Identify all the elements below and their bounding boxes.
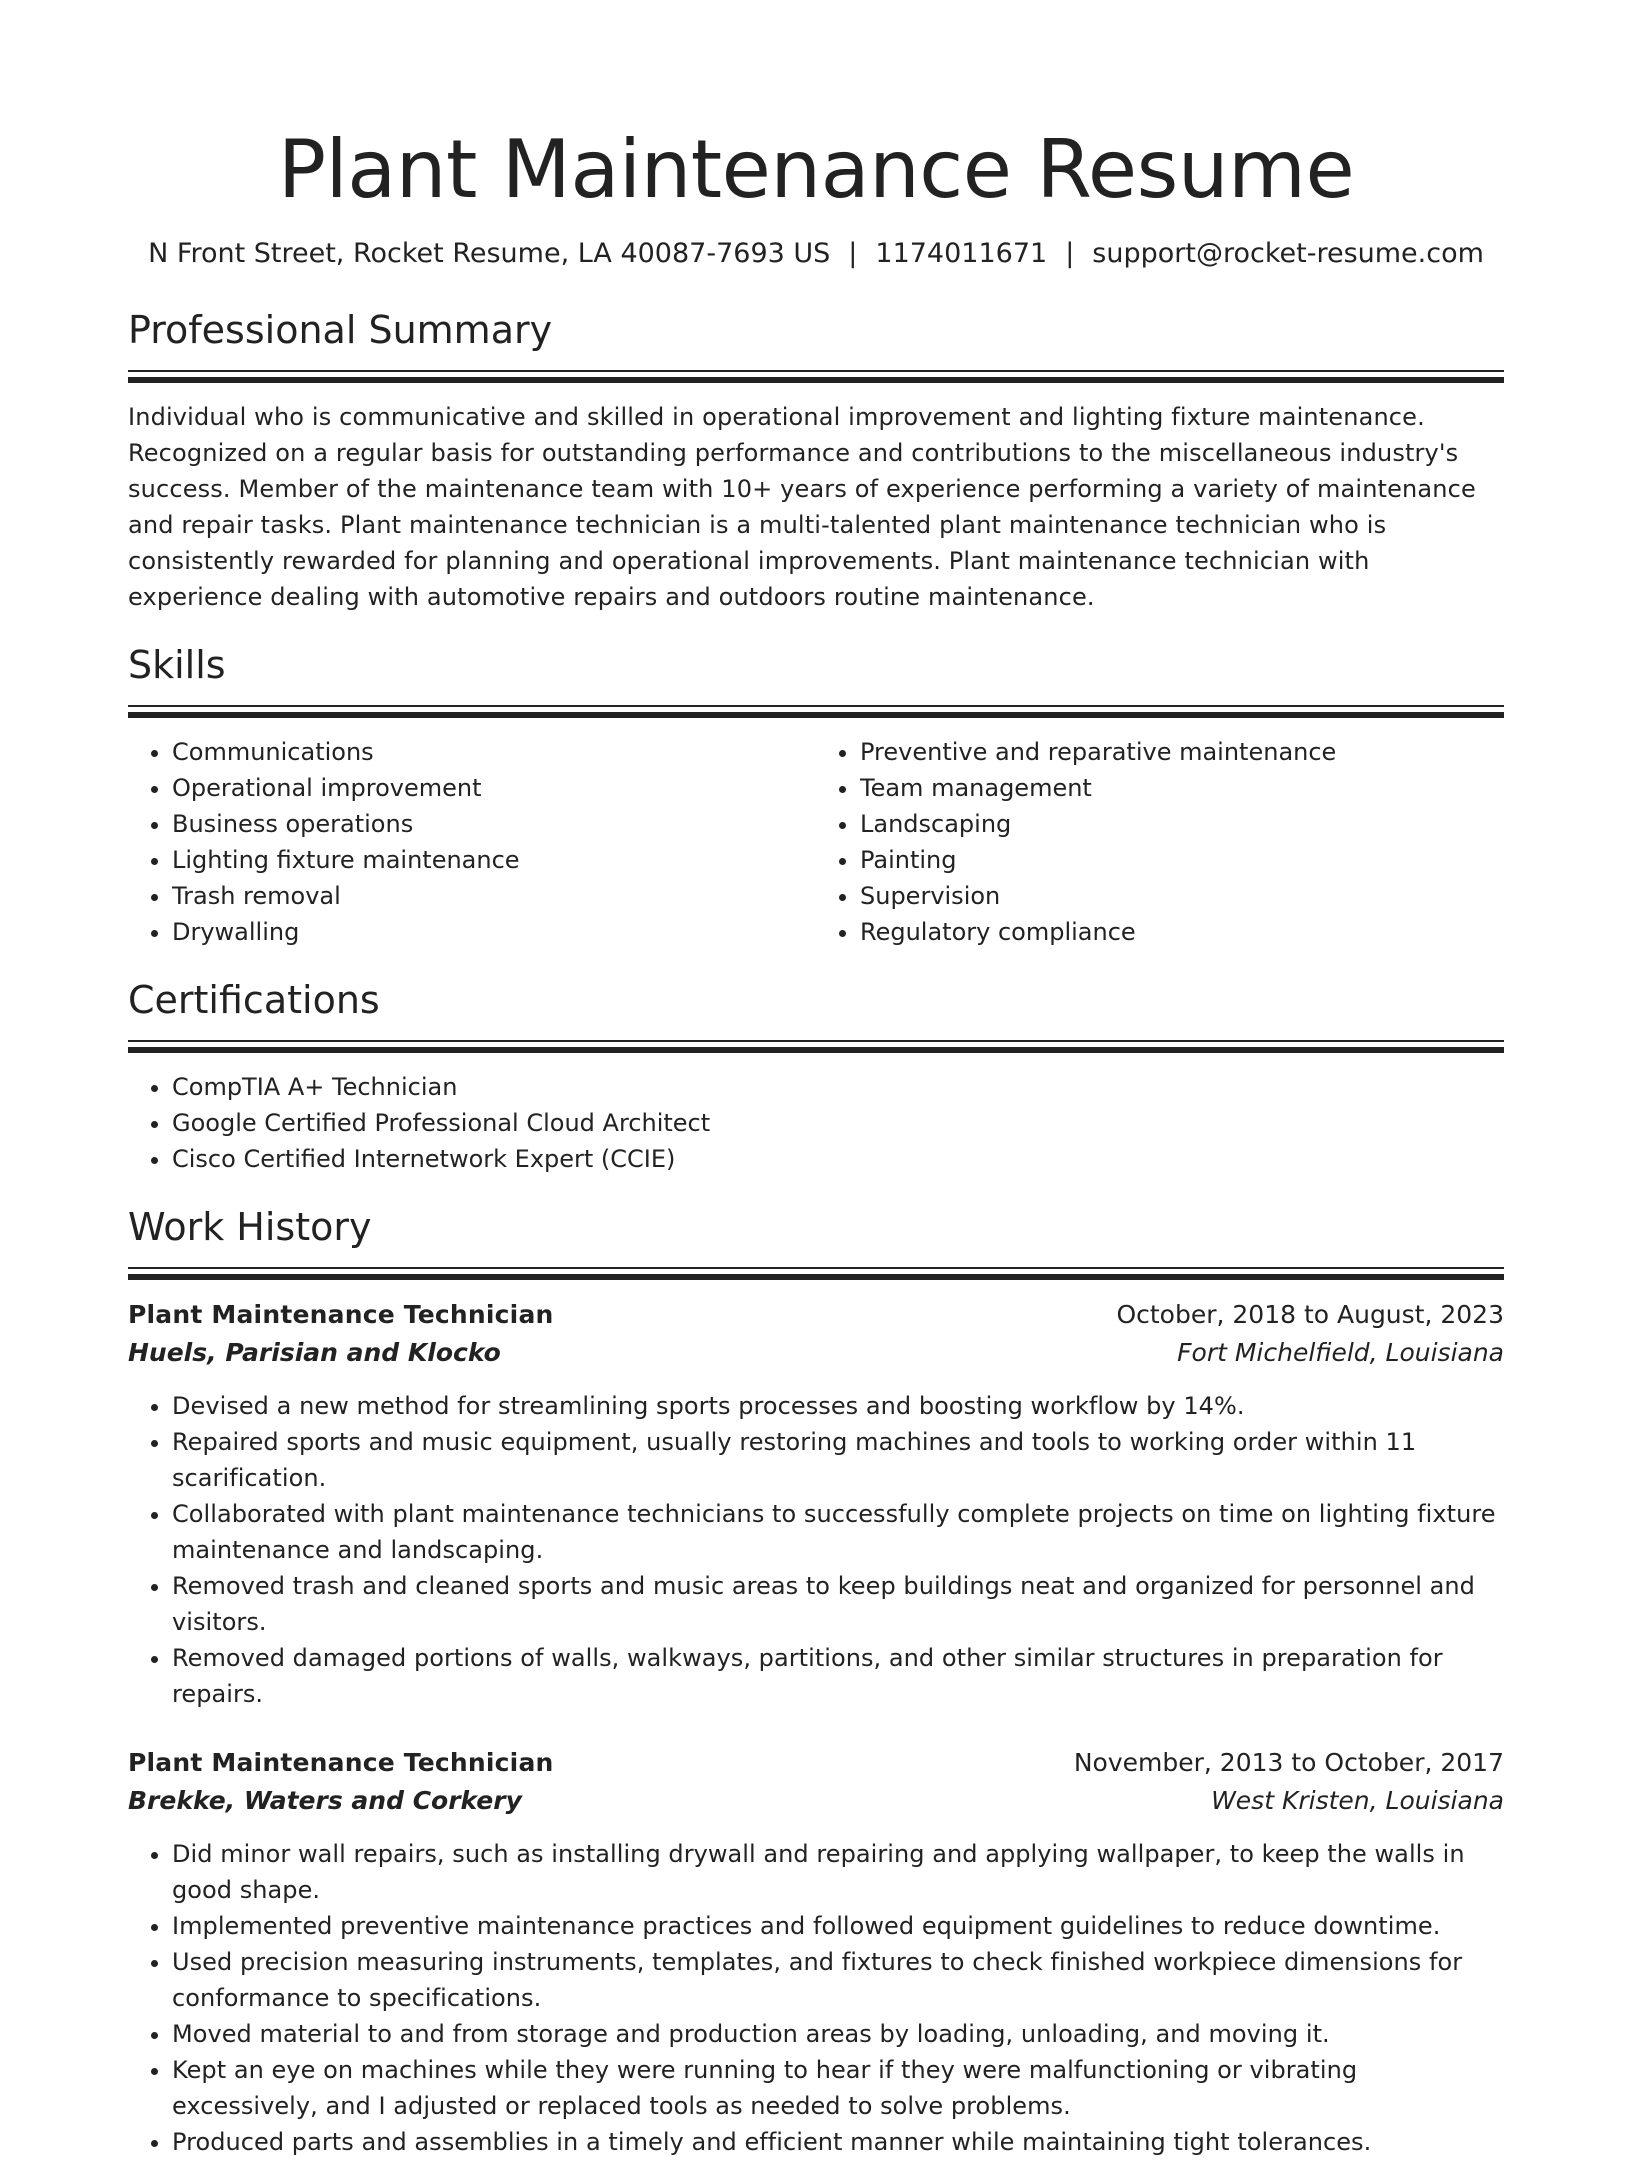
certifications-list bbox=[128, 1069, 1504, 1177]
skill-item: • Drywalling bbox=[172, 914, 816, 950]
job-header bbox=[128, 1296, 1504, 1334]
job-dates: October, 2018 to August, 2023 bbox=[1116, 1300, 1504, 1329]
job-company: Brekke, Waters and Corkery bbox=[128, 1786, 522, 1815]
job-subheader bbox=[128, 1334, 1504, 1372]
summary-text: Individual who is communicative and skilled in operational improvement and lighting fixture maintenance. Recognized on a regular basis for outstanding performance and contributions to the miscellaneous industry's success. Member of the maintenance team with 10+ years of experience performing a variety of maintenance and repair tasks. Plant maintenance technician is a multi-talented plant maintenance technician who is consistently rewarded for planning and operational improvements. Plant maintenance technician with experience dealing with automotive repairs and outdoors routine maintenance. bbox=[128, 403, 1476, 611]
job-title: Plant Maintenance Technician bbox=[128, 1748, 554, 1777]
section-title-summary: Professional Summary bbox=[128, 308, 553, 352]
certification-item: • Google Certified Professional Cloud Architect bbox=[172, 1105, 1504, 1141]
job-location: Fort Michelfield, Louisiana bbox=[1177, 1338, 1504, 1367]
job-bullet: • Produced parts and assemblies in a timely and efficient manner while maintaining tight tolerances. bbox=[172, 2124, 1504, 2160]
job-subheader bbox=[128, 1782, 1504, 1820]
job-dates: November, 2013 to October, 2017 bbox=[1073, 1748, 1504, 1777]
contact-address: N Front Street, Rocket Resume, LA 40087-7693 US bbox=[148, 238, 831, 269]
certifications-section bbox=[128, 976, 1504, 1177]
skills-grid bbox=[128, 734, 1504, 950]
section-title-skills: Skills bbox=[128, 643, 226, 687]
job-bullet: • Used precision measuring instruments, templates, and fixtures to check finished workpiece dimensions for conformance to specifications. bbox=[172, 1944, 1504, 2016]
job-company: Huels, Parisian and Klocko bbox=[128, 1338, 501, 1367]
skill-item: • Team management bbox=[860, 770, 1504, 806]
job-bullet: • Removed trash and cleaned sports and music areas to keep buildings neat and organized for personnel and visitors. bbox=[172, 1568, 1504, 1640]
contact-line bbox=[128, 236, 1504, 272]
job-bullet: • Implemented preventive maintenance practices and followed equipment guidelines to reduce downtime. bbox=[172, 1908, 1504, 1944]
work-history-section bbox=[128, 1203, 1504, 2160]
job-location: West Kristen, Louisiana bbox=[1211, 1786, 1504, 1815]
job-bullet: • Kept an eye on machines while they were running to hear if they were malfunctioning or vibrating excessively, and I adjusted or replaced tools as needed to solve problems. bbox=[172, 2052, 1504, 2124]
job-title: Plant Maintenance Technician bbox=[128, 1300, 554, 1329]
job-bullet: • Repaired sports and music equipment, usually restoring machines and tools to working order within 11 scarification. bbox=[172, 1424, 1504, 1496]
skill-item: • Communications bbox=[172, 734, 816, 770]
contact-phone: 1174011671 bbox=[875, 238, 1048, 269]
contact-separator: | bbox=[848, 238, 858, 269]
job-bullets bbox=[128, 1388, 1504, 1712]
section-divider bbox=[128, 1267, 1504, 1280]
skill-item: • Lighting fixture maintenance bbox=[172, 842, 816, 878]
job-bullets bbox=[128, 1836, 1504, 2160]
job-bullet: • Did minor wall repairs, such as installing drywall and repairing and applying wallpaper, to keep the walls in good shape. bbox=[172, 1836, 1504, 1908]
job-header bbox=[128, 1744, 1504, 1782]
section-divider bbox=[128, 705, 1504, 718]
section-divider bbox=[128, 370, 1504, 383]
contact-separator: | bbox=[1065, 238, 1075, 269]
section-divider bbox=[128, 1040, 1504, 1053]
skills-list-right bbox=[816, 734, 1504, 950]
job-entry bbox=[128, 1744, 1504, 2160]
contact-email[interactable]: support@rocket-resume.com bbox=[1092, 238, 1484, 269]
skill-item: • Business operations bbox=[172, 806, 816, 842]
summary-section bbox=[128, 306, 1504, 615]
section-title-certifications: Certifications bbox=[128, 978, 380, 1022]
skill-item: • Trash removal bbox=[172, 878, 816, 914]
job-bullet: • Devised a new method for streamlining sports processes and boosting workflow by 14%. bbox=[172, 1388, 1504, 1424]
job-bullet: • Removed damaged portions of walls, walkways, partitions, and other similar structures in preparation for repairs. bbox=[172, 1640, 1504, 1712]
skill-item: • Painting bbox=[860, 842, 1504, 878]
certification-item: • CompTIA A+ Technician bbox=[172, 1069, 1504, 1105]
job-entry bbox=[128, 1296, 1504, 1712]
job-bullet: • Collaborated with plant maintenance technicians to successfully complete projects on time on lighting fixture maintenance and landscaping. bbox=[172, 1496, 1504, 1568]
skill-item: • Regulatory compliance bbox=[860, 914, 1504, 950]
skill-item: • Landscaping bbox=[860, 806, 1504, 842]
skills-list-left bbox=[128, 734, 816, 950]
skills-section bbox=[128, 641, 1504, 950]
skill-item: • Supervision bbox=[860, 878, 1504, 914]
certification-item: • Cisco Certified Internetwork Expert (CCIE) bbox=[172, 1141, 1504, 1177]
resume-title: Plant Maintenance Resume bbox=[277, 123, 1355, 216]
job-bullet: • Moved material to and from storage and production areas by loading, unloading, and moving it. bbox=[172, 2016, 1504, 2052]
section-title-work-history: Work History bbox=[128, 1205, 372, 1249]
skill-item: • Operational improvement bbox=[172, 770, 816, 806]
skill-item: • Preventive and reparative maintenance bbox=[860, 734, 1504, 770]
